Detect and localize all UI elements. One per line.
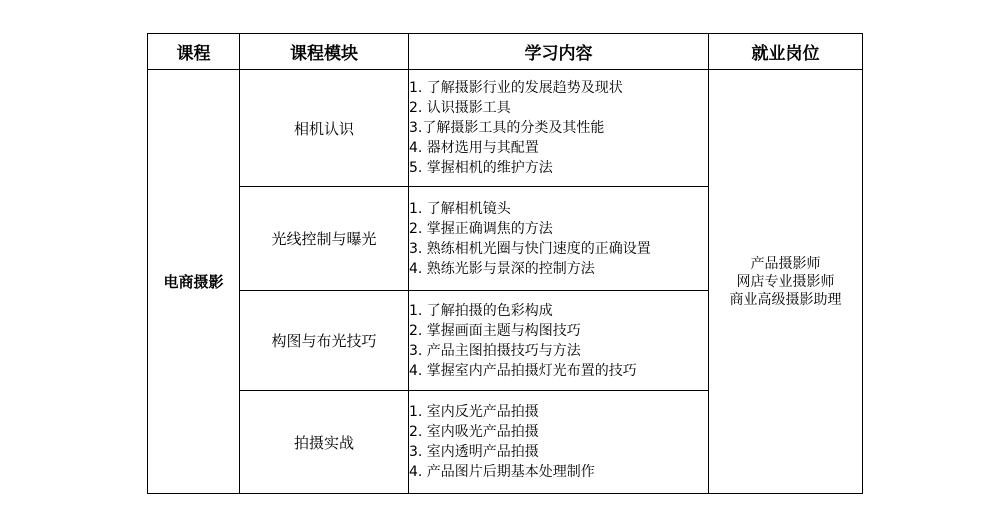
content-item: 5. 掌握相机的维护方法 xyxy=(409,160,553,176)
module-name: 光线控制与曝光 xyxy=(240,187,409,291)
module-contents xyxy=(409,187,709,291)
content-item: 2. 认识摄影工具 xyxy=(409,100,511,116)
content-item: 3. 室内透明产品拍摄 xyxy=(409,444,539,460)
header-course: 课程 xyxy=(148,34,240,70)
header-module: 课程模块 xyxy=(240,34,409,70)
table-row xyxy=(148,70,863,187)
content-item: 1. 了解摄影行业的发展趋势及现状 xyxy=(409,80,623,96)
content-item: 4. 掌握室内产品拍摄灯光布置的技巧 xyxy=(409,362,637,379)
content-item: 4. 器材选用与其配置 xyxy=(409,140,539,156)
job-item: 商业高级摄影助理 xyxy=(729,291,842,308)
module-name: 构图与布光技巧 xyxy=(240,291,409,391)
module-name: 相机认识 xyxy=(240,70,409,187)
header-jobs: 就业岗位 xyxy=(709,34,863,70)
header-content: 学习内容 xyxy=(409,34,709,70)
job-item: 网店专业摄影师 xyxy=(736,273,835,290)
content-item: 2. 室内吸光产品拍摄 xyxy=(409,424,539,440)
content-item: 4. 产品图片后期基本处理制作 xyxy=(409,464,595,480)
header-row xyxy=(148,34,863,70)
module-contents xyxy=(409,391,709,494)
content-item: 1. 了解相机镜头 xyxy=(409,200,511,217)
content-item: 1. 了解拍摄的色彩构成 xyxy=(409,302,553,319)
content-item: 2. 掌握正确调焦的方法 xyxy=(409,220,553,237)
module-contents xyxy=(409,70,709,187)
content-item: 3. 熟练相机光圈与快门速度的正确设置 xyxy=(409,240,651,257)
content-item: 4. 熟练光影与景深的控制方法 xyxy=(409,260,595,277)
job-item: 产品摄影师 xyxy=(750,255,821,272)
course-name: 电商摄影 xyxy=(148,70,240,494)
curriculum-table xyxy=(147,33,863,494)
content-item: 3. 产品主图拍摄技巧与方法 xyxy=(409,342,581,359)
content-item: 1. 室内反光产品拍摄 xyxy=(409,404,539,420)
content-item: 2. 掌握画面主题与构图技巧 xyxy=(409,322,581,339)
module-contents xyxy=(409,291,709,391)
content-item: 3.了解摄影工具的分类及其性能 xyxy=(409,120,605,136)
job-positions xyxy=(709,70,863,494)
module-name: 拍摄实战 xyxy=(240,391,409,494)
